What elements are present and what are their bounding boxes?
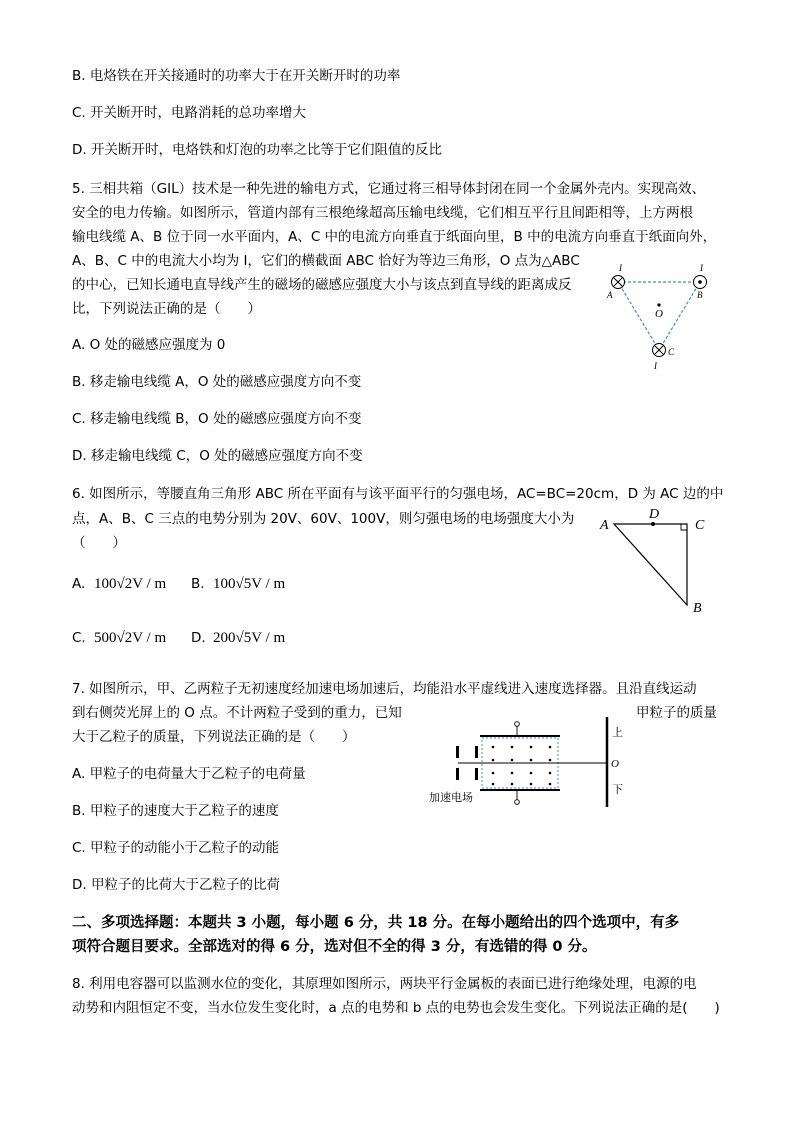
label-a: A bbox=[607, 290, 613, 300]
q6-stem-line-1: 6. 如图所示，等腰直角三角形 ABC 所在平面有与该平面平行的匀强电场，AC=BC=20cm，D 为 AC 边的中 bbox=[72, 486, 724, 502]
bottom-terminal bbox=[515, 800, 520, 805]
section-2-heading-line-1: 二、多项选择题：本题共 3 小题，每小题 6 分，共 18 分。在每小题给出的四个选项中，有多 bbox=[72, 915, 680, 931]
q8-stem-line-2: 动势和内阻恒定不变，当水位发生变化时，a 点的电势和 b 点的电势也会发生变化。下列说法正确的是( ) bbox=[72, 1000, 720, 1016]
right-angle-mark bbox=[681, 524, 687, 530]
label-a: A bbox=[600, 518, 609, 533]
q6-stem-line-3: （ ） bbox=[72, 535, 126, 551]
center-point-o bbox=[657, 303, 660, 306]
q6-option-a-label: A. bbox=[72, 576, 86, 592]
q5-stem-line-2: 安全的电力传输。如图所示，管道内部有三根绝缘超高压输电线缆，它们相互平行且间距相等，上方两根 bbox=[72, 205, 693, 221]
label-d: D bbox=[649, 507, 660, 522]
q7-option-b: B. 甲粒子的速度大于乙粒子的速度 bbox=[72, 803, 279, 819]
q5-option-c: C. 移走输电线缆 B，O 处的磁感应强度方向不变 bbox=[72, 411, 362, 427]
q5-stem-line-3: 输电线缆 A、B 位于同一水平面内，A、C 中的电流方向垂直于纸面向里，B 中的电流方向垂直于纸面向外， bbox=[72, 229, 717, 245]
magnetic-field-out-of-page-dots bbox=[492, 746, 552, 786]
label-c: C bbox=[695, 518, 705, 533]
q4-option-d: D. 开关断开时，电烙铁和灯泡的功率之比等于它们阻值的反比 bbox=[72, 142, 442, 158]
q5-stem-line-6: 比，下列说法正确的是（ ） bbox=[72, 301, 261, 317]
q7-stem-line-2a: 到右侧荧光屏上的 O 点。不计两粒子受到的重力，已知 bbox=[72, 705, 402, 721]
top-terminal bbox=[515, 722, 520, 727]
q6-option-d-value: 200√5V / m bbox=[213, 630, 286, 646]
q6-stem-line-2: 点，A、B、C 三点的电势分别为 20V、60V、100V，则匀强电场的电场强度大小为 bbox=[72, 511, 575, 527]
label-c: C bbox=[668, 347, 675, 357]
label-b: B bbox=[697, 290, 703, 300]
q5-stem-line-4: A、B、C 中的电流大小均为 I，它们的横截面 ABC 恰好为等边三角形，O 点为△ABC bbox=[72, 253, 580, 269]
section-2-heading-line-2: 项符合题目要求。全部选对的得 6 分，选对但不全的得 3 分，有选错的得 0 分。 bbox=[72, 939, 597, 955]
q5-stem-line-1: 5. 三相共箱（GIL）技术是一种先进的输电方式，它通过将三相导体封闭在同一个金属外壳内。实现高效、 bbox=[72, 181, 706, 197]
q7-option-a: A. 甲粒子的电荷量大于乙粒子的电荷量 bbox=[72, 766, 306, 782]
q7-option-c: C. 甲粒子的动能小于乙粒子的动能 bbox=[72, 840, 280, 856]
cable-c-into-page-icon bbox=[653, 344, 666, 357]
q7-velocity-selector-diagram bbox=[420, 714, 640, 809]
q8-stem-line-1: 8. 利用电容器可以监测水位的变化，其原理如图所示，两块平行金属板的表面已进行绝缘处理，电源的电 bbox=[72, 976, 697, 992]
q7-stem-line-2b: 甲粒子的质量 bbox=[636, 705, 717, 721]
screen-o-label: O bbox=[611, 758, 619, 770]
q4-option-c: C. 开关断开时，电路消耗的总功率增大 bbox=[72, 105, 307, 121]
cable-a-into-page-icon bbox=[612, 276, 625, 289]
q4-option-b: B. 电烙铁在开关接通时的功率大于在开关断开时的功率 bbox=[72, 68, 401, 84]
q5-stem-line-5: 的中心，已知长通电直导线产生的磁场的磁感应强度大小与该点到直导线的距离成反 bbox=[72, 277, 572, 293]
accelerator-plate-left-bottom bbox=[456, 768, 459, 780]
q6-option-b-value: 100√5V / m bbox=[213, 576, 286, 592]
q6-option-a-value: 100√2V / m bbox=[94, 576, 167, 592]
cable-b-out-of-page-icon bbox=[694, 276, 707, 289]
q6-option-c-value: 500√2V / m bbox=[94, 630, 167, 646]
q6-option-d-label: D. bbox=[191, 630, 206, 646]
accelerator-plate-right-bottom bbox=[475, 768, 478, 780]
accelerator-plate-left-top bbox=[456, 746, 459, 758]
label-o: O bbox=[655, 308, 663, 320]
q6-triangle-diagram bbox=[596, 504, 716, 616]
screen-down-label: 下 bbox=[612, 784, 623, 796]
label-b: B bbox=[693, 601, 702, 616]
screen-up-label: 上 bbox=[612, 727, 623, 739]
q5-option-d: D. 移走输电线缆 C，O 处的磁感应强度方向不变 bbox=[72, 448, 363, 464]
q5-option-a: A. O 处的磁感应强度为 0 bbox=[72, 337, 226, 353]
q5-option-b: B. 移走输电线缆 A，O 处的磁感应强度方向不变 bbox=[72, 374, 362, 390]
cable-c-current-label: I bbox=[654, 361, 657, 371]
q6-option-c-label: C. bbox=[72, 630, 86, 646]
cable-a-current-label: I bbox=[619, 263, 622, 273]
q7-option-d: D. 甲粒子的比荷大于乙粒子的比荷 bbox=[72, 877, 280, 893]
cable-b-current-label: I bbox=[700, 263, 703, 273]
q7-stem-line-1: 7. 如图所示，甲、乙两粒子无初速度经加速电场加速后，均能沿水平虚线进入速度选择器。且沿直线运动 bbox=[72, 681, 697, 697]
q5-cable-diagram bbox=[600, 262, 720, 372]
q7-stem-line-3: 大于乙粒子的质量，下列说法正确的是（ ） bbox=[72, 729, 356, 745]
accelerator-plate-right-top bbox=[475, 746, 478, 758]
accelerating-field-label: 加速电场 bbox=[429, 792, 473, 804]
midpoint-d bbox=[651, 522, 655, 526]
q6-option-b-label: B. bbox=[191, 576, 205, 592]
triangle-abc bbox=[614, 524, 687, 605]
